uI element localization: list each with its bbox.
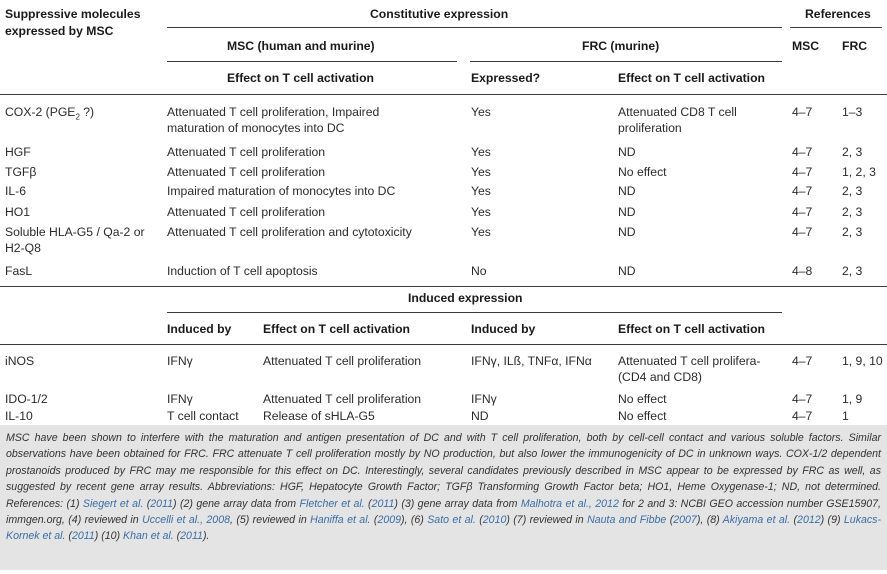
table-row-inos-induced-frc: IFNγ, ILß, TNFα, IFNα	[471, 354, 592, 368]
ref-link-lukacs-kornek-year[interactable]: 2011	[71, 530, 95, 543]
header-induced-effect-frc: Effect on T cell activation	[618, 322, 765, 336]
table-row-ho1-expressed: Yes	[471, 205, 491, 219]
table-row-il10-ref-msc: 4–7	[792, 409, 813, 423]
header-molecules-line2: expressed by MSC	[5, 24, 114, 38]
ref-link-akiyama[interactable]: Akiyama et al.	[722, 514, 791, 527]
table-row-il10-ref-frc: 1	[842, 409, 849, 423]
table-row-inos-effect-msc: Attenuated T cell proliferation	[263, 354, 422, 368]
rule-under-msc-group	[167, 61, 457, 62]
rule-constitutive-bottom	[0, 286, 887, 287]
table-row-tgfb-ref-msc: 4–7	[792, 165, 813, 179]
table-row-hgf-expressed: Yes	[471, 145, 491, 159]
header-expressed: Expressed?	[471, 71, 541, 85]
header-ref-frc: FRC	[842, 39, 868, 53]
table-row-il6-expressed: Yes	[471, 184, 491, 198]
ref-link-khan[interactable]: Khan et al.	[123, 530, 174, 543]
table-row-hlag5-effect-frc: ND	[618, 225, 636, 239]
table-row-tgfb-molecule: TGFβ	[5, 165, 37, 179]
table-row-inos-ref-frc: 1, 9, 10	[842, 354, 883, 368]
table-row-fasl-ref-frc: 2, 3	[842, 264, 863, 278]
table-row-il10-molecule: IL-10	[5, 409, 33, 423]
header-induced-by-msc: Induced by	[167, 322, 232, 336]
ref-link-lukacs-kornek[interactable]: Lukacs-Kornek et al.	[6, 514, 881, 543]
table-row-ho1-effect-frc: ND	[618, 205, 636, 219]
table-row-cox2-effect-frc-line2: proliferation	[618, 121, 682, 135]
table-row-hgf-ref-frc: 2, 3	[842, 145, 863, 159]
table-row-hlag5-molecule-line2: H2-Q8	[5, 241, 41, 255]
table-row-inos-effect-frc: Attenuated T cell prolifera-	[618, 354, 761, 368]
table-row-cox2-molecule: COX-2 ($PGE_2$ ?)	[5, 105, 95, 122]
table-row-fasl-effect-frc: ND	[618, 264, 636, 278]
table-row-tgfb-ref-frc: 1, 2, 3	[842, 165, 876, 179]
table-row-ido-ref-frc: 1, 9	[842, 392, 863, 406]
table-row-cox2-effect-frc: Attenuated CD8 T cell	[618, 105, 737, 119]
table-row-hlag5-ref-frc: 2, 3	[842, 225, 863, 239]
table-row-ido-effect-frc: No effect	[618, 392, 667, 406]
table-row-tgfb-expressed: Yes	[471, 165, 491, 179]
header-induced-effect-msc: Effect on T cell activation	[263, 322, 410, 336]
table-row-hlag5-effect-msc: Attenuated T cell proliferation and cytotoxicity	[167, 225, 412, 239]
header-induced: Induced expression	[408, 291, 523, 305]
table-row-tgfb-effect-msc: Attenuated T cell proliferation	[167, 165, 326, 179]
table-row-cox2-effect-msc: Attenuated T cell proliferation, Impaired	[167, 105, 380, 119]
table-row-il6-molecule: IL-6	[5, 184, 27, 198]
table-row-hgf-effect-frc: ND	[618, 145, 636, 159]
table-row-hlag5-expressed: Yes	[471, 225, 491, 239]
rule-induced-header-bottom	[0, 344, 887, 345]
rule-header-bottom	[0, 94, 887, 95]
table-row-il6-ref-msc: 4–7	[792, 184, 813, 198]
ref-link-sato[interactable]: Sato et al.	[427, 514, 476, 527]
table-row-cox2-effect-msc-line2: maturation of monocytes into DC	[167, 121, 345, 135]
rule-under-references	[790, 27, 882, 28]
ref-link-nauta-year[interactable]: 2007	[673, 514, 697, 527]
table-row-il10-induced-msc: T cell contact	[167, 409, 239, 423]
table-row-inos-molecule: iNOS	[5, 354, 35, 368]
header-frc-group: FRC (murine)	[582, 39, 660, 53]
header-induced-by-frc: Induced by	[471, 322, 536, 336]
header-references: References	[805, 7, 871, 21]
table-row-fasl-expressed: No	[471, 264, 487, 278]
table-row-hgf-ref-msc: 4–7	[792, 145, 813, 159]
table-row-ido-induced-msc: IFNγ	[167, 392, 193, 406]
table-row-cox2-expressed: Yes	[471, 105, 491, 119]
footnote-text: MSC have been shown to interfere with the maturation and antigen presentation of DC and with T cell proliferation, both by cell-cell contact and various soluble factors. Similar observations have been obtained for FRC. FRC attenuate T cell proliferation mostly by NO production, but also lower the immunogenicity of DC in unknown ways. COX-1/2 dependent prostanoids produced by FRC may me responsible for this effect on DC. Interestingly, several candidates previously described in MSC appear to be expressed by FRC as well, as suggested by recent gene array results. Abbreviations: HGF, Hepatocyte Growth Factor; TGFβ Transforming Growth Factor beta; HO1, Heme Oxygenase-1; ND, not determined. References: (1) Siegert et al. (2011) (2) gene array data from Fletcher et al. (2011) (3) gene array data from Malhotra et al., 2012 for 2 and 3: NCBI GEO accession number GSE15907, immgen.org, (4) reviewed in Uccelli et al., 2008, (5) reviewed in Haniffa et al. (2009), (6) Sato et al. (2010) (7) reviewed in Nauta and Fibbe (2007), (8) Akiyama et al. (2012) (9) Lukacs-Kornek et al. (2011) (10) Khan et al. (2011).	[6, 432, 881, 543]
table-row-tgfb-effect-frc: No effect	[618, 165, 667, 179]
table-row-il6-effect-frc: ND	[618, 184, 636, 198]
header-molecules: Suppressive molecules	[5, 7, 141, 21]
table-row-cox2-ref-msc: 4–7	[792, 105, 813, 119]
ref-link-fletcher[interactable]: Fletcher et al.	[299, 497, 365, 510]
table-row-il6-ref-frc: 2, 3	[842, 184, 863, 198]
table-footnote	[0, 425, 887, 570]
ref-link-uccelli[interactable]: Uccelli et al., 2008	[142, 514, 230, 527]
ref-link-siegert[interactable]: Siegert et al.	[82, 497, 144, 510]
table-row-ido-effect-msc: Attenuated T cell proliferation	[263, 392, 422, 406]
rule-under-frc-group	[470, 61, 782, 62]
table-row-inos-effect-frc-line2: (CD4 and CD8)	[618, 370, 702, 384]
table-row-ido-induced-frc: IFNγ	[471, 392, 497, 406]
table-row-fasl-molecule: FasL	[5, 264, 33, 278]
ref-link-haniffa[interactable]: Haniffa et al.	[310, 514, 371, 527]
table-row-ido-molecule: IDO-1/2	[5, 392, 48, 406]
rule-under-induced	[167, 312, 782, 313]
header-msc-group: MSC (human and murine)	[227, 39, 375, 53]
header-effect-frc: Effect on T cell activation	[618, 71, 765, 85]
table-row-hlag5-ref-msc: 4–7	[792, 225, 813, 239]
table-row-ho1-molecule: HO1	[5, 205, 31, 219]
ref-link-akiyama-year[interactable]: 2012	[797, 514, 821, 527]
ref-link-nauta[interactable]: Nauta and Fibbe	[587, 514, 667, 527]
table-row-ho1-effect-msc: Attenuated T cell proliferation	[167, 205, 326, 219]
header-constitutive: Constitutive expression	[370, 7, 509, 21]
header-ref-msc: MSC	[792, 39, 820, 53]
table-row-ho1-ref-msc: 4–7	[792, 205, 813, 219]
ref-link-siegert-year[interactable]: 2011	[150, 497, 174, 510]
table-row-hgf-molecule: HGF	[5, 145, 31, 159]
ref-link-sato-year[interactable]: 2010	[482, 514, 507, 527]
table-row-inos-ref-msc: 4–7	[792, 354, 813, 368]
table-row-il6-effect-msc: Impaired maturation of monocytes into DC	[167, 184, 396, 198]
table-row-ido-ref-msc: 4–7	[792, 392, 813, 406]
ref-link-malhotra[interactable]: Malhotra et al., 2012	[520, 497, 619, 510]
table-row-il10-induced-frc: ND	[471, 409, 489, 423]
table-row-inos-induced-msc: IFNγ	[167, 354, 193, 368]
rule-under-constitutive	[167, 27, 782, 28]
table-row-cox2-ref-frc: 1–3	[842, 105, 863, 119]
ref-link-haniffa-year[interactable]: 2009	[377, 514, 402, 527]
table-row-fasl-ref-msc: 4–8	[792, 264, 813, 278]
table-row-hgf-effect-msc: Attenuated T cell proliferation	[167, 145, 326, 159]
table-row-ho1-ref-frc: 2, 3	[842, 205, 863, 219]
table-row-fasl-effect-msc: Induction of T cell apoptosis	[167, 264, 318, 278]
table-row-hlag5-molecule: Soluble HLA-G5 / Qa-2 or	[5, 225, 145, 239]
ref-link-khan-year[interactable]: 2011	[180, 530, 203, 543]
table-row-il10-effect-frc: No effect	[618, 409, 667, 423]
ref-link-fletcher-year[interactable]: 2011	[371, 497, 395, 510]
table-row-il10-effect-msc: Release of sHLA-G5	[263, 409, 375, 423]
header-effect-msc: Effect on T cell activation	[227, 71, 374, 85]
